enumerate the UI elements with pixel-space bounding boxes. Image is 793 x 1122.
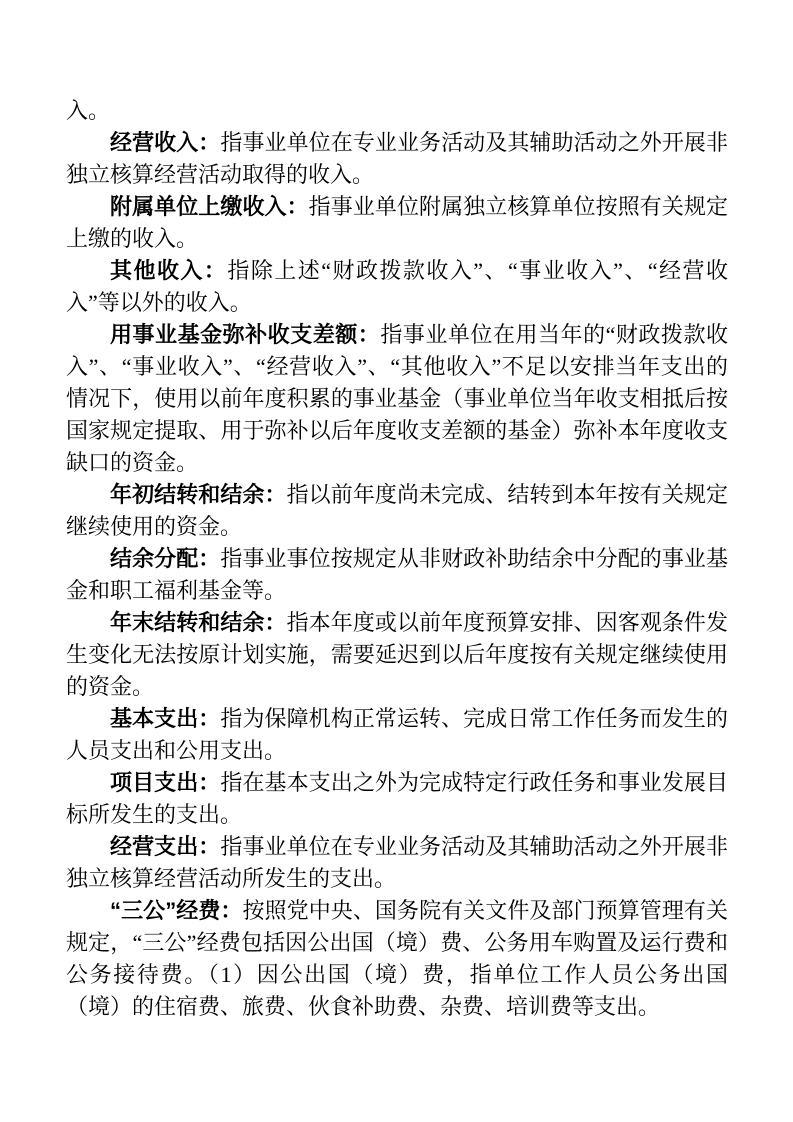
definition-paragraph <box>66 127 728 191</box>
definition-text: 指以前年度尚未完成、结转到本年按有关规定继续使用的资金。 <box>66 482 728 539</box>
definition-paragraph <box>66 479 728 543</box>
definition-paragraph <box>66 255 728 319</box>
definition-text: 指事业单位在用当年的“财政拨款收入”、“事业收入”、“经营收入”、“其他收入”不足以安排当年支出的情况下，使用以前年度积累的事业基金（事业单位当年收支相抵后按国家规定提取、用于弥补以后年度收支差额的基金）弥补本年度收支缺口的资金。 <box>66 322 728 475</box>
definition-text: 指本年度或以前年度预算安排、因客观条件发生变化无法按原计划实施，需要延迟到以后年度按有关规定继续使用的资金。 <box>66 610 728 699</box>
term-label: 项目支出： <box>110 770 221 795</box>
term-label: 年末结转和结余： <box>110 610 287 635</box>
definition-paragraph <box>66 895 728 1023</box>
definition-paragraph <box>66 607 728 703</box>
definition-paragraph <box>66 831 728 895</box>
term-label: 年初结转和结余： <box>110 482 287 507</box>
definition-text: 按照党中央、国务院有关文件及部门预算管理有关规定，“三公”经费包括因公出国（境）费、公务用车购置及运行费和公务接待费。（1）因公出国（境）费，指单位工作人员公务出国（境）的住宿费、旅费、伙食补助费、杂费、培训费等支出。 <box>66 898 728 1019</box>
definition-text: 指事业单位附属独立核算单位按照有关规定上缴的收入。 <box>66 194 728 251</box>
term-label: “三公”经费： <box>110 898 243 923</box>
definition-text: 指为保障机构正常运转、完成日常工作任务而发生的人员支出和公用支出。 <box>66 706 728 763</box>
term-label: 经营收入： <box>110 130 221 155</box>
definition-paragraph <box>66 767 728 831</box>
term-label: 附属单位上缴收入： <box>110 194 309 219</box>
term-label: 用事业基金弥补收支差额： <box>110 322 381 347</box>
term-label: 经营支出： <box>110 834 221 859</box>
definition-paragraph <box>66 191 728 255</box>
definition-text: 指除上述“财政拨款收入”、“事业收入”、“经营收入”等以外的收入。 <box>66 258 728 315</box>
continuation-line: 入。 <box>66 98 111 123</box>
definition-text: 指在基本支出之外为完成特定行政任务和事业发展目标所发生的支出。 <box>66 770 728 827</box>
term-label: 基本支出： <box>110 706 221 731</box>
definitions-text-block <box>66 95 728 1023</box>
definition-text: 指事业单位在专业业务活动及其辅助活动之外开展非独立核算经营活动所发生的支出。 <box>66 834 728 891</box>
definition-text: 指事业事位按规定从非财政补助结余中分配的事业基金和职工福利基金等。 <box>66 546 728 603</box>
definition-paragraph <box>66 319 728 479</box>
term-label: 其他收入： <box>110 258 228 283</box>
definition-paragraph <box>66 703 728 767</box>
definition-text: 指事业单位在专业业务活动及其辅助活动之外开展非独立核算经营活动取得的收入。 <box>66 130 728 187</box>
term-label: 结余分配： <box>110 546 221 571</box>
definition-paragraph <box>66 543 728 607</box>
